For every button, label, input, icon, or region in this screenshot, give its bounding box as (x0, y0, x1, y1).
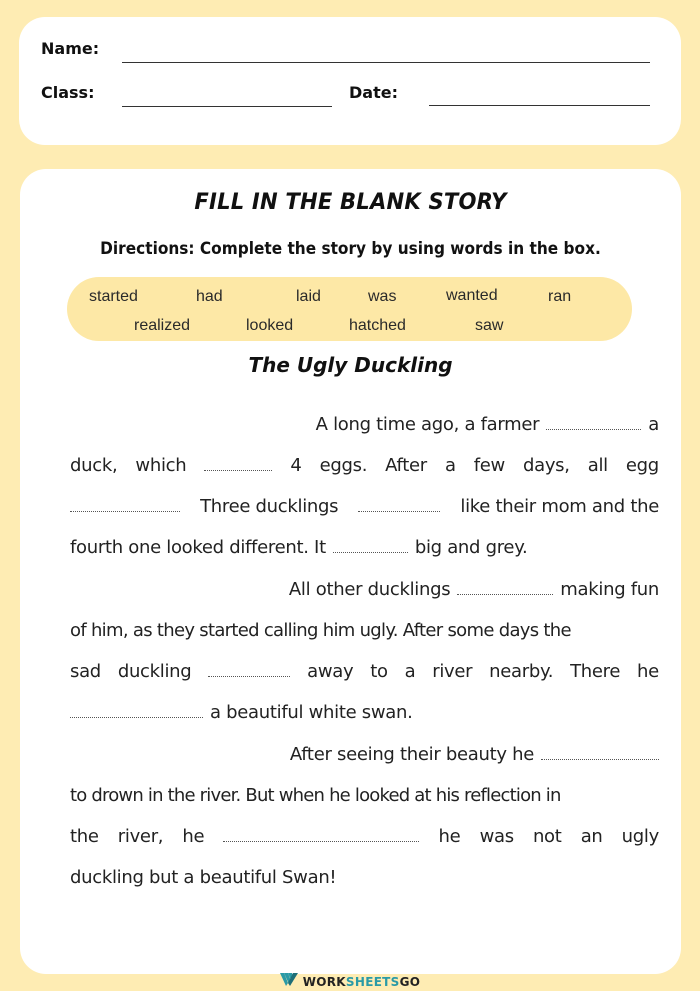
story-fragment: a (648, 414, 659, 435)
story-line (70, 658, 659, 699)
story-fragment: like their mom and the (460, 496, 659, 517)
story-fragment: of him, as they started calling him ugly. After some days the (70, 620, 571, 641)
story-line (70, 576, 659, 617)
class-field[interactable] (122, 106, 332, 107)
story-fragment: away (307, 661, 354, 682)
story-fragment: After (385, 455, 427, 476)
story-fragment: a (444, 455, 456, 476)
story-fragment: to drown in the river. But when he looked at his reflection in (70, 785, 561, 806)
brand-part-work: WORK (302, 974, 346, 989)
story-fragment: the (70, 826, 99, 847)
word-bank-item: looked (246, 317, 294, 334)
blank-5[interactable] (333, 537, 408, 553)
story-fragment: big and grey. (414, 537, 528, 558)
blank-1[interactable] (546, 414, 641, 430)
story-fragment: ugly (621, 826, 659, 847)
directions-text: Directions: Complete the story by using words in the box. (100, 239, 601, 258)
blank-4[interactable] (358, 496, 440, 512)
word-bank-item: started (89, 288, 138, 305)
story-fragment: a beautiful white swan. (210, 702, 413, 723)
story-line (70, 699, 659, 740)
name-field[interactable] (122, 62, 650, 63)
story-fragment: he (182, 826, 205, 847)
story-fragment: an (580, 826, 603, 847)
story-fragment: making fun (560, 579, 659, 600)
brand-part-go: GO (399, 974, 421, 989)
blank-3[interactable] (70, 496, 180, 512)
story-fragment: not (532, 826, 562, 847)
story-fragment: A long time ago, a farmer (315, 414, 540, 435)
story-line (70, 782, 659, 823)
word-bank-item: hatched (349, 317, 406, 334)
story-fragment: egg (625, 455, 659, 476)
brand-part-sheets: SHEETS (345, 974, 400, 989)
story-fragment: he (438, 826, 461, 847)
story-fragment: duckling but a beautiful Swan! (70, 867, 337, 888)
story-fragment: fourth one looked different. It (70, 537, 326, 558)
word-bank (67, 277, 632, 341)
story-fragment: a (404, 661, 416, 682)
blank-9[interactable] (541, 744, 659, 760)
word-bank-item: saw (475, 317, 504, 334)
class-label: Class: (41, 83, 95, 102)
word-bank-item: realized (134, 317, 191, 334)
story-line (70, 493, 659, 534)
story-fragment: river (432, 661, 473, 682)
story-line (70, 534, 659, 575)
blank-7[interactable] (208, 661, 290, 677)
name-label: Name: (41, 39, 100, 58)
story-fragment: All other ducklings (288, 579, 451, 600)
story-fragment: duck, (70, 455, 118, 476)
brand-name (303, 975, 421, 989)
date-label: Date: (349, 83, 398, 102)
worksheet-title: FILL IN THE BLANK STORY (194, 190, 507, 215)
story-line (70, 864, 659, 905)
story-fragment: to (370, 661, 388, 682)
story-line (70, 452, 659, 493)
blank-8[interactable] (70, 702, 203, 718)
blank-6[interactable] (457, 579, 553, 595)
story-card (20, 169, 681, 974)
story-fragment: river, (117, 826, 164, 847)
story-fragment: few (473, 455, 505, 476)
student-info-card (19, 17, 681, 145)
date-field[interactable] (429, 105, 650, 106)
story-fragment: nearby. (489, 661, 554, 682)
story-fragment: he (637, 661, 659, 682)
story-fragment: days, (522, 455, 570, 476)
blank-10[interactable] (223, 826, 419, 842)
story-line (70, 411, 659, 452)
word-bank-item: had (196, 288, 223, 305)
story-fragment: was (479, 826, 514, 847)
story-fragment: Three ducklings (200, 496, 339, 517)
worksheetsgo-logo-icon (280, 973, 298, 991)
story-fragment: all (587, 455, 608, 476)
footer-brand (0, 972, 700, 991)
story-fragment: sad (70, 661, 101, 682)
story-line (70, 741, 659, 782)
story-line (70, 823, 659, 864)
word-bank-item: was (368, 288, 397, 305)
story-fragment: eggs. (319, 455, 368, 476)
word-bank-item: wanted (446, 287, 498, 304)
story-fragment: which (135, 455, 187, 476)
word-bank-item: ran (548, 288, 572, 305)
story-title: The Ugly Duckling (248, 353, 453, 377)
story-fragment: There (570, 661, 621, 682)
story-fragment: 4 (290, 455, 302, 476)
blank-2[interactable] (204, 455, 272, 471)
story-fragment: duckling (117, 661, 192, 682)
word-bank-item: laid (296, 288, 321, 305)
story-line (70, 617, 659, 658)
story-fragment: After seeing their beauty he (289, 744, 534, 765)
